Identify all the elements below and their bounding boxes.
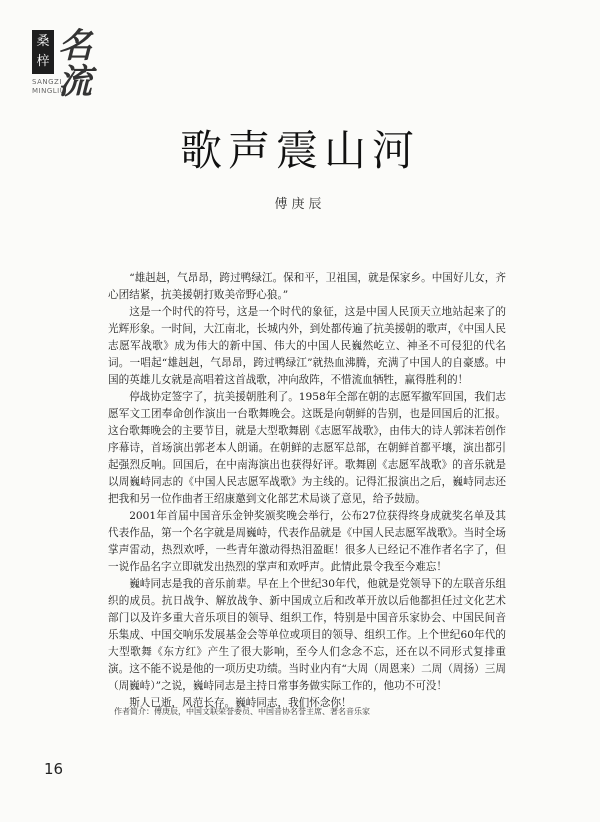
- column-logo-char: 桑: [36, 34, 50, 49]
- page-number: 16: [44, 760, 64, 778]
- article-paragraph: 巍峙同志是我的音乐前辈。早在上个世纪30年代，他就是党领导下的左联音乐组织的成员。抗日战争、解放战争、新中国成立后和改革开放以后他都担任过文化艺术部门以及许多重大音乐项目的领导、组织工作，特别是中国音乐家协会、中国民间音乐集成、中国交响乐发展基金会等单位或项目的领导、组织工作。上个世纪60年代的大型歌舞《东方红》产生了很大影响，至今人们念念不忘，还在以不同形式复排重演。这不能不说是他的一项历史功绩。当时业内有“大周（周恩来）二周（周扬）三周（周巍峙）”之说，巍峙同志是主持日常事务做实际工作的，他功不可没！: [108, 578, 506, 692]
- article-paragraph: 停战协定签字了，抗美援朝胜利了。1958年全部在朝的志愿军撤军回国，我们志愿军文工团奉命创作演出一台歌舞晚会。这既是向朝鲜的告别，也是回国后的汇报。这台歌舞晚会的主要节目，就是大型歌舞剧《志愿军战歌》，由伟大的诗人郭沫若创作序幕诗，首场演出郭老本人朗诵。在朝鲜的志愿军总部，在朝鲜首都平壤，演出都引起强烈反响。回国后，在中南海演出也获得好评。歌舞剧《志愿军战歌》的音乐就是以周巍峙同志的《中国人民志愿军战歌》为主线的。记得汇报演出之后，巍峙同志还把我和另一位作曲者王绍康邀到文化部艺术局谈了意见，给予鼓励。: [108, 391, 506, 505]
- article-paragraph: “雄赳赳，气昂昂，跨过鸭绿江。保和平，卫祖国，就是保家乡。中国好儿女，齐心团结紧，抗美援朝打败美帝野心狼。”: [108, 272, 506, 301]
- column-logo-script-char: 流: [58, 62, 92, 102]
- column-logo-script-char: 名: [58, 26, 92, 66]
- article-author: 傅庚辰: [274, 197, 326, 212]
- column-logo-script: [58, 28, 98, 100]
- article-paragraph: 2001年首届中国音乐金钟奖颁奖晚会举行，公布27位获得终身成就奖名单及其代表作品，第一个名字就是周巍峙，代表作品就是《中国人民志愿军战歌》。当时全场掌声雷动，热烈欢呼，一些青年激动得热泪盈眶！很多人已经记不准作者名字了，但一说作品名字立即就发出热烈的掌声和欢呼声。此情此景令我至今难忘！: [108, 510, 506, 573]
- author-note: 作者简介：傅庚辰，中国文联荣誉委员、中国音协名誉主席、著名音乐家: [114, 707, 370, 716]
- column-logo: [32, 26, 112, 110]
- column-logo-char: 梓: [36, 54, 50, 69]
- column-logo-box: [32, 30, 54, 74]
- article-paragraph: 斯人已逝，风范长存。巍峙同志，我们怀念你！: [129, 697, 352, 709]
- article-title: 歌声震山河: [179, 126, 420, 175]
- article-paragraph: 这是一个时代的符号，这是一个时代的象征，这是中国人民顶天立地站起来了的光辉形象。一时间，大江南北，长城内外，到处都传遍了抗美援朝的歌声，《中国人民志愿军战歌》成为伟大的新中国、伟大的中国人民巍然屹立、神圣不可侵犯的代名词。一唱起“雄赳赳，气昂昂，跨过鸭绿江”就热血沸腾，充满了中国人的自豪感。中国的英雄儿女就是高唱着这首战歌，冲向敌阵，不惜流血牺牲，赢得胜利的！: [108, 306, 506, 386]
- article-body: [108, 270, 506, 712]
- column-logo-pinyin-line: SANGZI: [32, 78, 62, 86]
- column-logo-pinyin-line: MINGLIU: [32, 87, 66, 95]
